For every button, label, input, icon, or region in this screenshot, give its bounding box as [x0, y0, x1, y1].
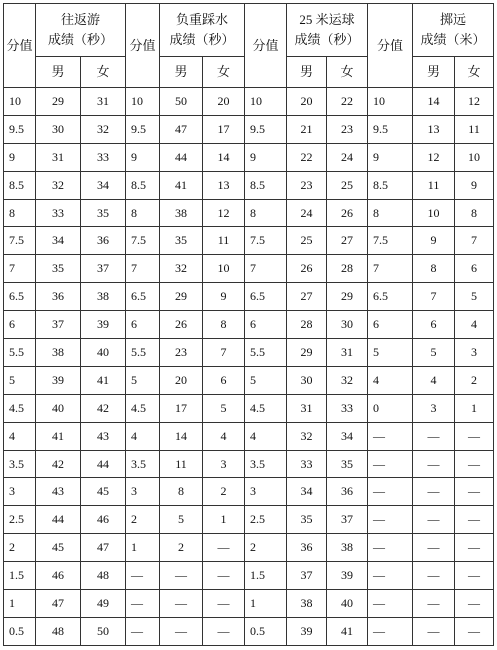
result-cell: 33	[287, 450, 327, 478]
result-cell: 43	[36, 478, 81, 506]
male-header: 男	[36, 57, 81, 88]
result-cell: 37	[81, 255, 126, 283]
event-header-25m-dribble: 25 米运球 成绩（秒）	[287, 4, 368, 57]
score-cell: 4.5	[4, 394, 36, 422]
result-cell: 30	[36, 115, 81, 143]
result-cell: —	[413, 590, 455, 618]
result-cell: 5	[160, 506, 203, 534]
score-cell: 2	[245, 534, 287, 562]
score-cell: 6	[368, 311, 413, 339]
table-row	[4, 506, 494, 534]
table-row	[4, 478, 494, 506]
result-cell: 47	[36, 590, 81, 618]
score-cell: —	[368, 562, 413, 590]
score-cell: 7.5	[4, 227, 36, 255]
result-cell: —	[160, 617, 203, 645]
result-cell: —	[160, 562, 203, 590]
result-cell: 31	[327, 339, 368, 367]
table-row	[4, 617, 494, 645]
score-cell: 7.5	[126, 227, 160, 255]
result-cell: 34	[327, 422, 368, 450]
score-cell: 7	[126, 255, 160, 283]
table-row	[4, 199, 494, 227]
result-cell: 50	[160, 88, 203, 116]
result-cell: 26	[327, 199, 368, 227]
event-header-shuttle-swim: 往返游 成绩（秒）	[36, 4, 126, 57]
score-cell: 4	[4, 422, 36, 450]
result-cell: —	[455, 506, 494, 534]
score-cell: 9	[245, 143, 287, 171]
result-cell: 7	[455, 227, 494, 255]
result-cell: 43	[81, 422, 126, 450]
result-cell: 2	[203, 478, 245, 506]
score-cell: 8.5	[126, 171, 160, 199]
result-cell: 23	[160, 339, 203, 367]
result-cell: 39	[81, 311, 126, 339]
result-cell: —	[203, 562, 245, 590]
result-cell: 40	[327, 590, 368, 618]
result-cell: 13	[413, 115, 455, 143]
score-cell: 1	[245, 590, 287, 618]
result-cell: 36	[327, 478, 368, 506]
score-cell: 10	[368, 88, 413, 116]
score-cell: 8.5	[368, 171, 413, 199]
result-cell: 10	[203, 255, 245, 283]
score-cell: 8.5	[245, 171, 287, 199]
score-cell: 6.5	[245, 283, 287, 311]
result-cell: 25	[327, 171, 368, 199]
score-cell: —	[368, 534, 413, 562]
result-cell: 41	[81, 366, 126, 394]
result-cell: 6	[413, 311, 455, 339]
result-cell: 6	[455, 255, 494, 283]
result-cell: 41	[36, 422, 81, 450]
result-cell: 36	[287, 534, 327, 562]
male-header: 男	[413, 57, 455, 88]
result-cell: 11	[160, 450, 203, 478]
score-cell: 5.5	[245, 339, 287, 367]
female-header: 女	[81, 57, 126, 88]
result-cell: 35	[81, 199, 126, 227]
result-cell: —	[455, 422, 494, 450]
result-cell: —	[413, 506, 455, 534]
result-cell: —	[413, 478, 455, 506]
result-cell: 8	[160, 478, 203, 506]
result-cell: —	[203, 617, 245, 645]
result-cell: 3	[413, 394, 455, 422]
score-cell: 1	[4, 590, 36, 618]
score-cell: 9.5	[245, 115, 287, 143]
result-cell: 39	[36, 366, 81, 394]
result-cell: —	[413, 450, 455, 478]
score-cell: 5	[4, 366, 36, 394]
score-cell: 10	[126, 88, 160, 116]
score-header: 分值	[126, 4, 160, 88]
result-cell: 9	[413, 227, 455, 255]
table-row	[4, 283, 494, 311]
score-header: 分值	[368, 4, 413, 88]
result-cell: 3	[203, 450, 245, 478]
result-cell: 23	[327, 115, 368, 143]
result-cell: 8	[203, 311, 245, 339]
result-cell: 28	[287, 311, 327, 339]
score-cell: —	[368, 617, 413, 645]
male-header: 男	[287, 57, 327, 88]
result-cell: 5	[203, 394, 245, 422]
result-cell: 8	[413, 255, 455, 283]
score-cell: 0.5	[245, 617, 287, 645]
result-cell: 38	[160, 199, 203, 227]
result-cell: 23	[287, 171, 327, 199]
score-header: 分值	[4, 4, 36, 88]
result-cell: 14	[203, 143, 245, 171]
result-cell: 10	[455, 143, 494, 171]
result-cell: 25	[287, 227, 327, 255]
result-cell: 45	[81, 478, 126, 506]
score-cell: 0	[368, 394, 413, 422]
result-cell: 46	[81, 506, 126, 534]
result-cell: 48	[36, 617, 81, 645]
header-row	[4, 4, 494, 57]
result-cell: 38	[81, 283, 126, 311]
score-cell: 2.5	[4, 506, 36, 534]
score-cell: —	[126, 617, 160, 645]
table-row	[4, 311, 494, 339]
score-cell: —	[126, 562, 160, 590]
result-cell: 44	[160, 143, 203, 171]
table-row	[4, 115, 494, 143]
result-cell: 37	[36, 311, 81, 339]
result-cell: 42	[81, 394, 126, 422]
result-cell: —	[413, 534, 455, 562]
score-cell: 9	[4, 143, 36, 171]
score-cell: 8	[4, 199, 36, 227]
event-header-weighted-treading: 负重踩水 成绩（秒）	[160, 4, 245, 57]
result-cell: 44	[81, 450, 126, 478]
score-cell: —	[368, 478, 413, 506]
table-row	[4, 422, 494, 450]
score-cell: 3	[245, 478, 287, 506]
score-cell: —	[368, 450, 413, 478]
score-cell: 9.5	[126, 115, 160, 143]
result-cell: 29	[287, 339, 327, 367]
result-cell: —	[413, 562, 455, 590]
result-cell: 14	[413, 88, 455, 116]
result-cell: 37	[327, 506, 368, 534]
score-cell: —	[368, 590, 413, 618]
result-cell: 12	[413, 143, 455, 171]
score-cell: 9.5	[4, 115, 36, 143]
score-cell: 2.5	[245, 506, 287, 534]
result-cell: 34	[287, 478, 327, 506]
result-cell: 4	[203, 422, 245, 450]
result-cell: 22	[287, 143, 327, 171]
result-cell: 35	[287, 506, 327, 534]
result-cell: 32	[327, 366, 368, 394]
table-row	[4, 534, 494, 562]
result-cell: 39	[287, 617, 327, 645]
result-cell: 38	[327, 534, 368, 562]
result-cell: 20	[160, 366, 203, 394]
result-cell: 32	[81, 115, 126, 143]
female-header: 女	[203, 57, 245, 88]
result-cell: 22	[327, 88, 368, 116]
score-cell: 4	[245, 422, 287, 450]
result-cell: 36	[36, 283, 81, 311]
score-cell: 5	[368, 339, 413, 367]
score-cell: 1.5	[4, 562, 36, 590]
result-cell: 20	[203, 88, 245, 116]
result-cell: 44	[36, 506, 81, 534]
female-header: 女	[455, 57, 494, 88]
result-cell: 30	[327, 311, 368, 339]
result-cell: 11	[203, 227, 245, 255]
result-cell: 29	[160, 283, 203, 311]
table-row	[4, 394, 494, 422]
table-row	[4, 450, 494, 478]
result-cell: 5	[413, 339, 455, 367]
score-header: 分值	[245, 4, 287, 88]
score-cell: 7	[245, 255, 287, 283]
result-cell: 39	[327, 562, 368, 590]
result-cell: 7	[413, 283, 455, 311]
result-cell: 33	[36, 199, 81, 227]
result-cell: 24	[327, 143, 368, 171]
result-cell: 14	[160, 422, 203, 450]
score-table-body	[4, 88, 494, 646]
result-cell: 33	[81, 143, 126, 171]
score-cell: 6	[126, 311, 160, 339]
result-cell: —	[455, 590, 494, 618]
score-cell: 3.5	[4, 450, 36, 478]
score-cell: 0.5	[4, 617, 36, 645]
result-cell: 10	[413, 199, 455, 227]
table-row	[4, 227, 494, 255]
score-cell: 6.5	[368, 283, 413, 311]
result-cell: 35	[160, 227, 203, 255]
score-cell: 8.5	[4, 171, 36, 199]
result-cell: 41	[327, 617, 368, 645]
score-cell: 1.5	[245, 562, 287, 590]
result-cell: 4	[413, 366, 455, 394]
result-cell: 7	[203, 339, 245, 367]
result-cell: 9	[455, 171, 494, 199]
result-cell: —	[203, 534, 245, 562]
table-row	[4, 366, 494, 394]
score-cell: 6	[4, 311, 36, 339]
result-cell: 31	[81, 88, 126, 116]
score-cell: 5.5	[126, 339, 160, 367]
result-cell: 38	[36, 339, 81, 367]
result-cell: 48	[81, 562, 126, 590]
result-cell: 11	[413, 171, 455, 199]
result-cell: 29	[36, 88, 81, 116]
result-cell: 12	[455, 88, 494, 116]
result-cell: 46	[36, 562, 81, 590]
score-cell: 4.5	[126, 394, 160, 422]
score-cell: 3.5	[126, 450, 160, 478]
score-cell: 2	[4, 534, 36, 562]
score-cell: 3	[4, 478, 36, 506]
result-cell: 8	[455, 199, 494, 227]
result-cell: 4	[455, 311, 494, 339]
table-row	[4, 143, 494, 171]
result-cell: 34	[81, 171, 126, 199]
result-cell: 9	[203, 283, 245, 311]
result-cell: 32	[160, 255, 203, 283]
result-cell: —	[455, 534, 494, 562]
result-cell: 2	[160, 534, 203, 562]
result-cell: 26	[160, 311, 203, 339]
result-cell: —	[455, 562, 494, 590]
result-cell: 1	[203, 506, 245, 534]
result-cell: 29	[327, 283, 368, 311]
score-cell: 9	[368, 143, 413, 171]
result-cell: 45	[36, 534, 81, 562]
result-cell: 17	[160, 394, 203, 422]
result-cell: 27	[287, 283, 327, 311]
score-cell: 8	[368, 199, 413, 227]
score-cell: 1	[126, 534, 160, 562]
table-row	[4, 590, 494, 618]
score-cell: 10	[245, 88, 287, 116]
result-cell: 34	[36, 227, 81, 255]
score-cell: 2	[126, 506, 160, 534]
result-cell: 17	[203, 115, 245, 143]
result-cell: 40	[36, 394, 81, 422]
result-cell: 50	[81, 617, 126, 645]
event-header-throw: 掷远 成绩（米）	[413, 4, 494, 57]
score-cell: —	[368, 506, 413, 534]
result-cell: 2	[455, 366, 494, 394]
result-cell: 20	[287, 88, 327, 116]
result-cell: 24	[287, 199, 327, 227]
table-row	[4, 339, 494, 367]
score-cell: 3.5	[245, 450, 287, 478]
score-table	[3, 3, 494, 646]
score-cell: 6.5	[4, 283, 36, 311]
result-cell: —	[413, 422, 455, 450]
score-cell: 5	[245, 366, 287, 394]
score-cell: 6	[245, 311, 287, 339]
table-row	[4, 88, 494, 116]
result-cell: 36	[81, 227, 126, 255]
result-cell: —	[455, 478, 494, 506]
score-cell: 4	[368, 366, 413, 394]
score-cell: 3	[126, 478, 160, 506]
result-cell: 6	[203, 366, 245, 394]
score-cell: 10	[4, 88, 36, 116]
result-cell: 1	[455, 394, 494, 422]
score-cell: —	[126, 590, 160, 618]
result-cell: 11	[455, 115, 494, 143]
result-cell: 3	[455, 339, 494, 367]
result-cell: 26	[287, 255, 327, 283]
result-cell: 38	[287, 590, 327, 618]
result-cell: 31	[36, 143, 81, 171]
score-cell: 6.5	[126, 283, 160, 311]
result-cell: 30	[287, 366, 327, 394]
result-cell: 37	[287, 562, 327, 590]
result-cell: 31	[287, 394, 327, 422]
result-cell: 32	[287, 422, 327, 450]
score-cell: 4.5	[245, 394, 287, 422]
result-cell: 12	[203, 199, 245, 227]
score-cell: 8	[245, 199, 287, 227]
score-cell: 8	[126, 199, 160, 227]
score-cell: 5	[126, 366, 160, 394]
score-cell: 7	[368, 255, 413, 283]
result-cell: —	[160, 590, 203, 618]
result-cell: 47	[160, 115, 203, 143]
result-cell: 42	[36, 450, 81, 478]
result-cell: 33	[327, 394, 368, 422]
result-cell: —	[203, 590, 245, 618]
result-cell: 5	[455, 283, 494, 311]
result-cell: 49	[81, 590, 126, 618]
result-cell: 40	[81, 339, 126, 367]
score-cell: 4	[126, 422, 160, 450]
score-cell: 7.5	[368, 227, 413, 255]
result-cell: 35	[327, 450, 368, 478]
score-cell: 5.5	[4, 339, 36, 367]
table-row	[4, 171, 494, 199]
result-cell: 47	[81, 534, 126, 562]
result-cell: 28	[327, 255, 368, 283]
result-cell: —	[413, 617, 455, 645]
table-row	[4, 562, 494, 590]
score-cell: 9	[126, 143, 160, 171]
result-cell: 13	[203, 171, 245, 199]
result-cell: 35	[36, 255, 81, 283]
table-row	[4, 255, 494, 283]
score-cell: —	[368, 422, 413, 450]
female-header: 女	[327, 57, 368, 88]
result-cell: —	[455, 450, 494, 478]
score-cell: 7	[4, 255, 36, 283]
score-cell: 7.5	[245, 227, 287, 255]
result-cell: 32	[36, 171, 81, 199]
male-header: 男	[160, 57, 203, 88]
result-cell: —	[455, 617, 494, 645]
result-cell: 27	[327, 227, 368, 255]
result-cell: 21	[287, 115, 327, 143]
score-cell: 9.5	[368, 115, 413, 143]
result-cell: 41	[160, 171, 203, 199]
